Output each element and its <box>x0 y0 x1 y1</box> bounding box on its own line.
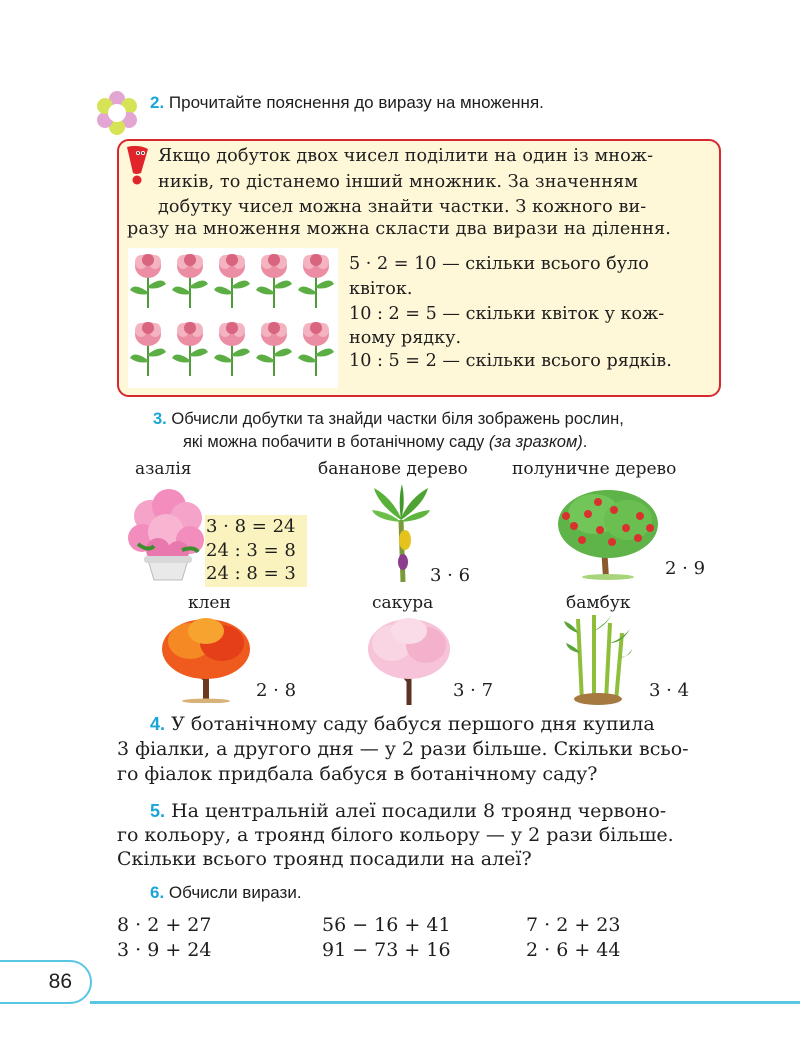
task-5-number: 5. <box>150 801 166 821</box>
task-2-heading <box>150 93 544 113</box>
task-6-number: 6. <box>150 883 165 902</box>
expression-2-2: 91 − 73 + 16 <box>322 939 451 961</box>
label-sakura: сакура <box>372 593 434 613</box>
rule-line-2: ників, то дістанемо інший множник. За значенням <box>158 172 639 192</box>
bamboo-expr: 3 · 4 <box>649 680 690 701</box>
expression-1-1: 8 · 2 + 27 <box>117 914 212 936</box>
expression-1-3: 7 · 2 + 23 <box>526 914 621 936</box>
flower-badge-icon <box>94 90 140 136</box>
maple-tree-image <box>160 615 252 703</box>
task-2-number: 2. <box>150 93 165 112</box>
azalea-eq-1: 3 · 8 = 24 <box>206 516 296 537</box>
task-4-number: 4. <box>150 714 166 734</box>
flower-icon <box>212 252 252 310</box>
azalea-eq-3: 24 : 8 = 3 <box>206 563 296 584</box>
task-5-line-1 <box>150 799 666 824</box>
expression-2-3: 2 · 6 + 44 <box>526 939 621 961</box>
maple-expr: 2 · 8 <box>256 680 297 701</box>
example-line-1: 5 · 2 = 10 — скільки всього було <box>349 254 649 274</box>
flower-grid-illustration <box>128 248 338 388</box>
task-3-number: 3. <box>153 410 167 428</box>
azalea-image <box>124 486 210 584</box>
task-3-line-1: Обчисли добутки та знайди частки біля зображень рослин, <box>171 410 624 428</box>
task-4-line-2: 3 фіалки, а другого дня — у 2 рази більше. Скільки всьо- <box>117 738 689 760</box>
task-4-text-1: У ботанічному саду бабуся першого дня купила <box>171 713 655 735</box>
example-line-3: 10 : 2 = 5 — скільки квіток у кож- <box>349 304 665 324</box>
task-5-text-1: На центральній алеї посадили 8 троянд червоно- <box>171 800 667 822</box>
example-line-5: 10 : 5 = 2 — скільки всього рядків. <box>349 351 672 371</box>
label-azalea: азалія <box>135 459 192 479</box>
flower-icon <box>296 320 336 378</box>
task-4-line-3: го фіалок придбала бабуся в ботанічному саду? <box>117 763 598 785</box>
task-5-line-3: Скільки всього троянд посадили на алеї? <box>117 848 532 870</box>
task-3-text <box>153 408 624 454</box>
flower-icon <box>128 320 168 378</box>
sakura-tree-image <box>366 615 452 707</box>
exclamation-icon <box>124 143 154 185</box>
example-line-4: ному рядку. <box>349 328 462 348</box>
page-number: 86 <box>0 960 92 1004</box>
flower-icon <box>254 252 294 310</box>
expression-2-1: 3 · 9 + 24 <box>117 939 212 961</box>
label-bamboo: бамбук <box>566 593 631 613</box>
footer-line <box>90 1001 800 1004</box>
flower-icon <box>170 320 210 378</box>
task-6-title: Обчисли вирази. <box>168 883 302 902</box>
example-line-2: квіток. <box>349 279 413 299</box>
task-6-heading <box>150 883 302 903</box>
banana-expr: 3 · 6 <box>430 565 471 586</box>
strawberry-expr: 2 · 9 <box>665 558 706 579</box>
label-banana: бананове дерево <box>318 459 468 479</box>
expression-1-2: 56 − 16 + 41 <box>322 914 451 936</box>
task-3-line-2: які можна побачити в ботанічному саду <box>183 433 485 451</box>
task-4-line-1 <box>150 712 655 737</box>
sakura-expr: 3 · 7 <box>453 680 494 701</box>
strawberry-tree-image <box>554 484 662 580</box>
rule-line-1: Якщо добуток двох чисел поділити на один із множ- <box>158 146 654 166</box>
rule-line-3: добутку чисел можна знайти частки. З кожного ви- <box>158 197 647 217</box>
flower-icon <box>170 252 210 310</box>
task-2-title: Прочитайте пояснення до виразу на множення. <box>168 93 544 112</box>
rule-line-4: разу на множення можна скласти два вирази на ділення. <box>127 219 671 239</box>
flower-icon <box>296 252 336 310</box>
task-5-line-2: го кольору, а троянд білого кольору — у 2 рази більше. <box>117 824 674 846</box>
bamboo-image <box>564 613 632 705</box>
flower-icon <box>212 320 252 378</box>
azalea-eq-2: 24 : 3 = 8 <box>206 540 296 561</box>
task-3-hint: (за зразком) <box>488 433 583 451</box>
flower-icon <box>128 252 168 310</box>
label-maple: клен <box>188 593 231 613</box>
label-strawberry: полуничне дерево <box>512 459 677 479</box>
task-3-line-2-end: . <box>582 433 588 451</box>
banana-tree-image <box>372 484 430 584</box>
flower-icon <box>254 320 294 378</box>
